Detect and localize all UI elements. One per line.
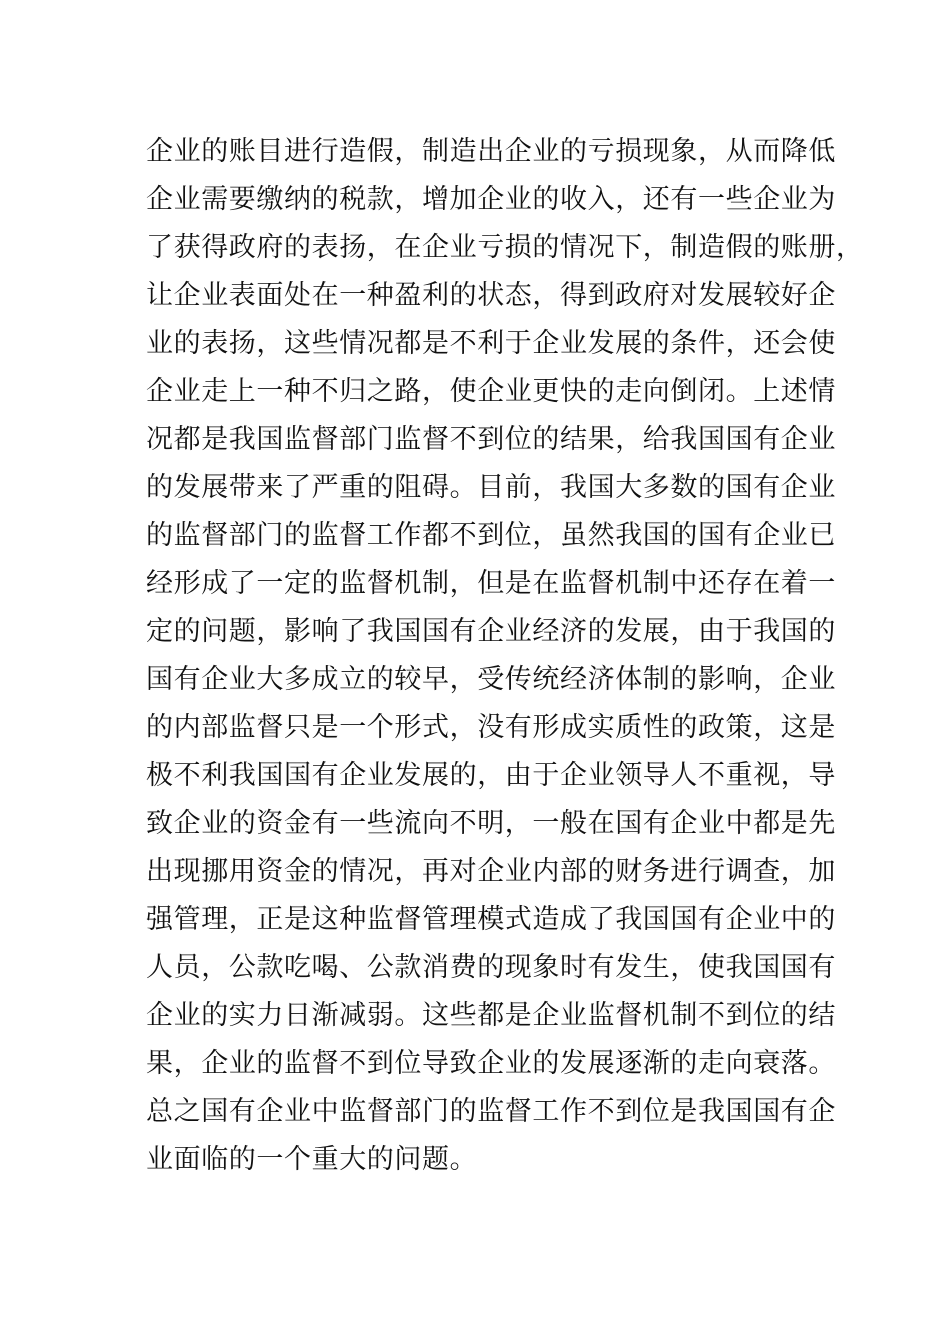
text-line: 定的问题，影响了我国国有企业经济的发展，由于我国的 — [146, 616, 836, 647]
text-line: 出现挪用资金的情况，再对企业内部的财务进行调查，加 — [146, 856, 836, 887]
text-line: 让企业表面处在一种盈利的状态，得到政府对发展较好企 — [146, 280, 836, 311]
text-line: 果，企业的监督不到位导致企业的发展逐渐的走向衰落。 — [146, 1048, 836, 1079]
text-line: 强管理，正是这种监督管理模式造成了我国国有企业中的 — [146, 904, 836, 935]
text-line: 总之国有企业中监督部门的监督工作不到位是我国国有企 — [146, 1096, 836, 1127]
text-line: 的发展带来了严重的阻碍。目前，我国大多数的国有企业 — [146, 472, 836, 503]
text-line: 极不利我国国有企业发展的，由于企业领导人不重视，导 — [146, 760, 836, 791]
text-line: 企业需要缴纳的税款，增加企业的收入，还有一些企业为 — [146, 184, 836, 215]
text-line: 的监督部门的监督工作都不到位，虽然我国的国有企业已 — [146, 520, 836, 551]
text-line: 业的表扬，这些情况都是不利于企业发展的条件，还会使 — [146, 328, 836, 359]
text-line: 况都是我国监督部门监督不到位的结果，给我国国有企业 — [146, 424, 836, 455]
body-paragraph — [146, 128, 864, 1184]
text-line: 业面临的一个重大的问题。 — [146, 1144, 478, 1175]
text-line: 企业走上一种不归之路，使企业更快的走向倒闭。上述情 — [146, 376, 836, 407]
text-line: 企业的账目进行造假，制造出企业的亏损现象，从而降低 — [146, 136, 836, 167]
text-line: 致企业的资金有一些流向不明，一般在国有企业中都是先 — [146, 808, 836, 839]
text-line: 企业的实力日渐减弱。这些都是企业监督机制不到位的结 — [146, 1000, 836, 1031]
text-line: 经形成了一定的监督机制，但是在监督机制中还存在着一 — [146, 568, 836, 599]
text-line: 国有企业大多成立的较早，受传统经济体制的影响，企业 — [146, 664, 836, 695]
text-line: 的内部监督只是一个形式，没有形成实质性的政策，这是 — [146, 712, 836, 743]
text-line: 了获得政府的表扬，在企业亏损的情况下，制造假的账册， — [146, 232, 864, 263]
text-line: 人员，公款吃喝、公款消费的现象时有发生，使我国国有 — [146, 952, 836, 983]
